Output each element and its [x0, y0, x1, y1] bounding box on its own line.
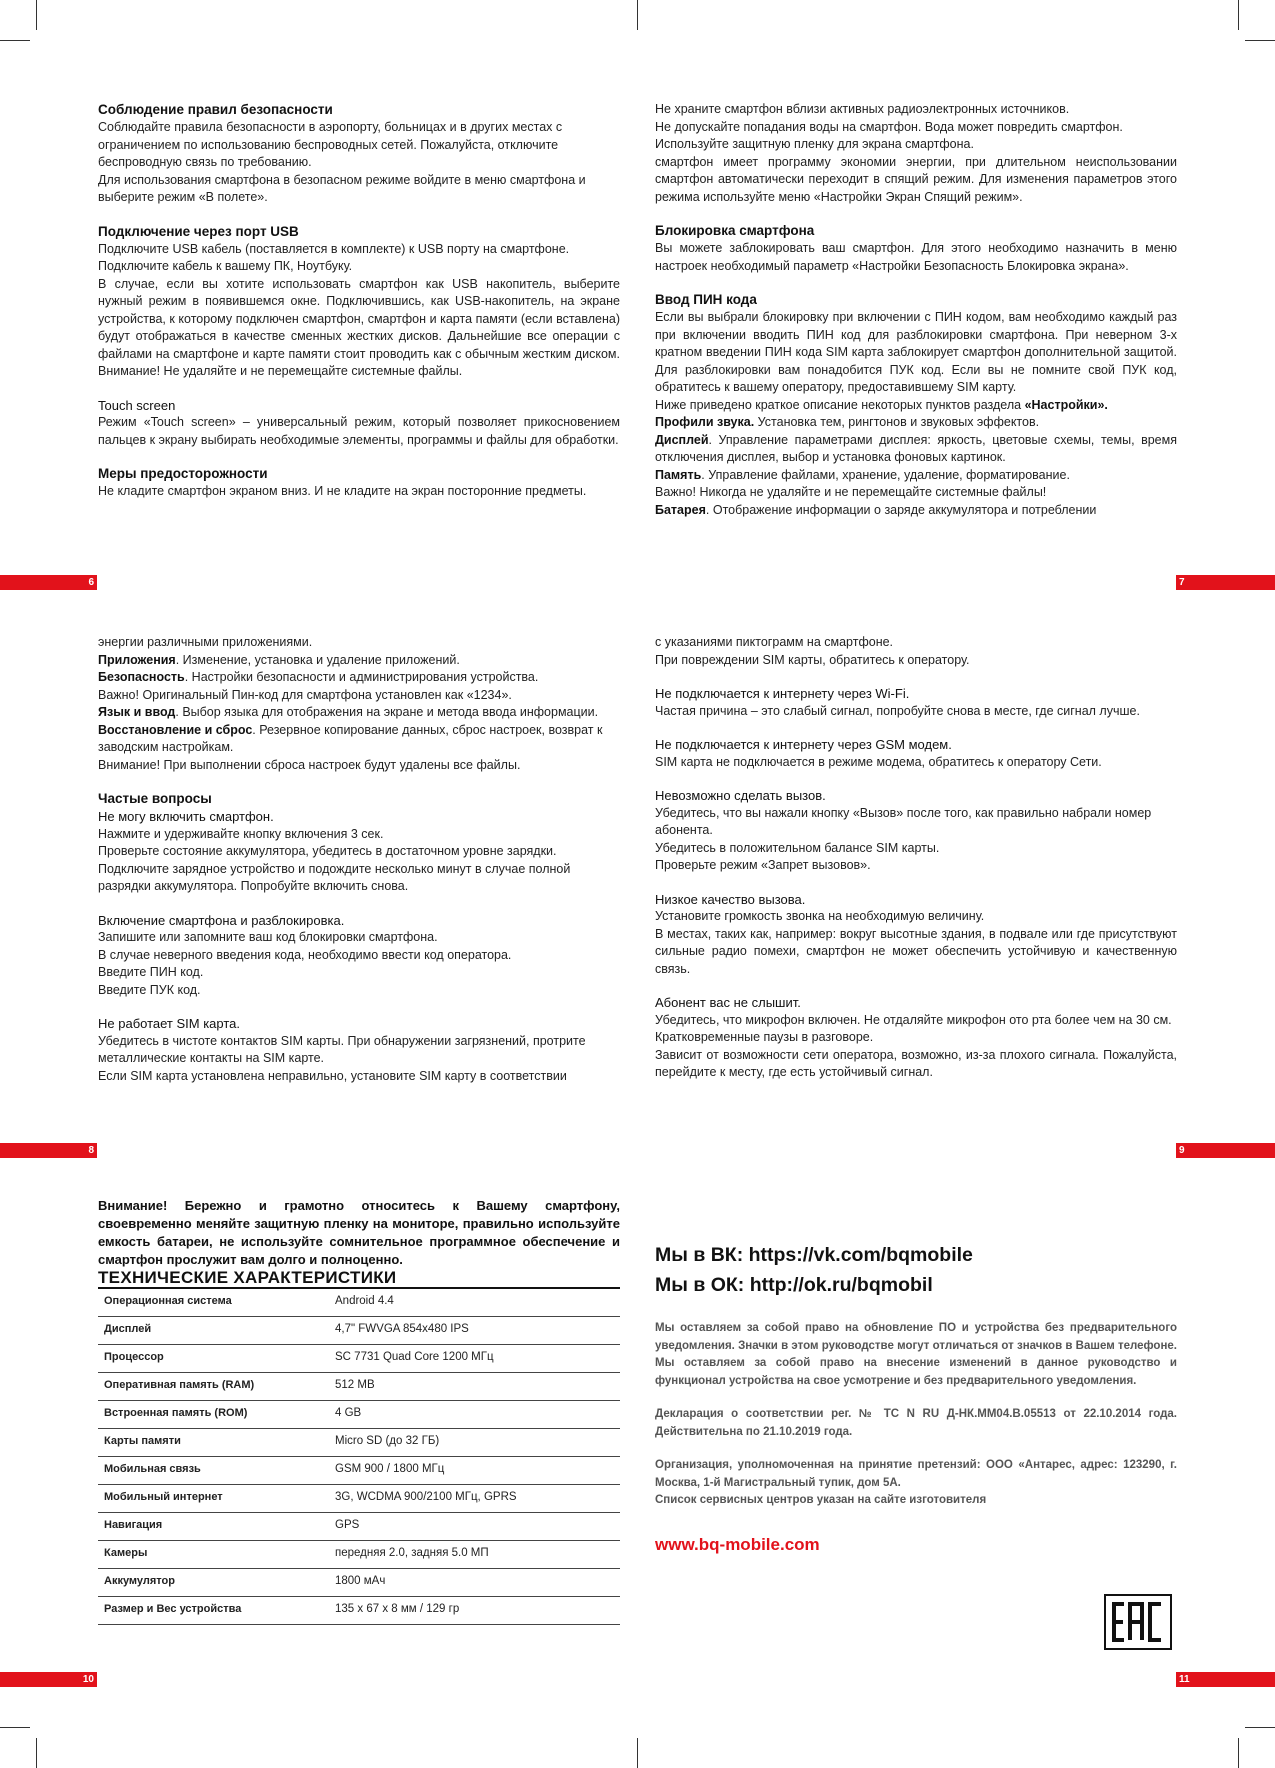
crop-mark — [637, 0, 638, 30]
page-number-bar — [0, 1143, 80, 1158]
crop-mark — [0, 1727, 30, 1728]
crop-mark — [36, 1738, 37, 1768]
crop-mark — [0, 40, 30, 41]
list-item: Важно! Оригинальный Пин-код для смартфона установлен как «1234». — [98, 687, 512, 702]
page-number: 10 — [80, 1672, 97, 1687]
page-9 — [655, 634, 1177, 1082]
page-7 — [655, 101, 1177, 519]
spec-value: Micro SD (до 32 ГБ) — [329, 1428, 620, 1456]
paragraph: Если SIM карта установлена неправильно, установите SIM карту в соответствии — [98, 1068, 567, 1083]
list-item: Важно! Никогда не удаляйте и не перемещайте системные файлы! — [655, 485, 1047, 499]
spec-key: Карты памяти — [98, 1428, 329, 1456]
spec-row — [98, 1372, 620, 1400]
question: Невозможно сделать вызов. — [655, 788, 826, 803]
spec-key: Операционная система — [98, 1288, 329, 1317]
heading: Touch screen — [98, 397, 176, 413]
list-item: Профили звука. Установка тем, рингтонов и звуковых эффектов. — [655, 415, 1040, 429]
spec-row — [98, 1456, 620, 1484]
paragraph: Если вы выбрали блокировку при включении с ПИН кодом, вам необходимо каждый раз при включении вводить ПИН код для разблокировки смартфона. При неверном 3-х кратном введении ПИН кода SIM карта заблокирует смартфон дополнительной защитой. Для разблокировки вам понадобится ПУК код. Если вы не помните свой ПУК код, обратитесь к вашему оператору, предоставившему SIM карту. — [655, 310, 1177, 394]
page-number: 6 — [80, 575, 97, 590]
disclaimer: Мы оставляем за собой право на обновление ПО и устройства без предварительного уведомления. Значки в этом руководстве могут отличаться от значков в Вашем телефоне. Мы оставляем за собой право на внесение изменений в данное руководство и функционал устройства на свое усмотрение и без предварительного уведомления. — [655, 1322, 1177, 1387]
page-number-bar — [1193, 1143, 1275, 1158]
spec-key: Аккумулятор — [98, 1568, 329, 1596]
paragraph: Запишите или запомните ваш код блокировки смартфона. — [98, 930, 438, 944]
paragraph: Не кладите смартфон экраном вниз. И не кладите на экран посторонние предметы. — [98, 484, 587, 498]
spec-value: 135 х 67 х 8 мм / 129 гр — [329, 1596, 620, 1624]
ok-link[interactable]: Мы в ОК: http://ok.ru/bqmobil — [655, 1274, 933, 1296]
paragraph: Убедитесь в положительном балансе SIM карты. — [655, 840, 940, 855]
question: Не работает SIM карта. — [98, 1016, 241, 1031]
list-item: Восстановление и сброс. Резервное копирование данных, сброс настроек, возврат к заводским настройкам. — [98, 722, 603, 754]
list-item: Приложения. Изменение, установка и удаление приложений. — [98, 652, 460, 667]
page-number-bar — [0, 1672, 80, 1687]
list-item: Батарея. Отображение информации о заряде аккумулятора и потреблении — [655, 502, 1097, 517]
spec-row — [98, 1540, 620, 1568]
paragraph: Кратковременные паузы в разговоре. — [655, 1030, 874, 1044]
paragraph: Убедитесь, что вы нажали кнопку «Вызов» после того, как правильно набрали номер абонента. — [655, 805, 1152, 837]
page-number: 11 — [1176, 1672, 1193, 1687]
paragraph: Проверьте состояние аккумулятора, убедитесь в достаточном уровне зарядки. — [98, 844, 557, 858]
page-number: 9 — [1176, 1143, 1193, 1158]
spec-key: Процессор — [98, 1344, 329, 1372]
spec-key: Мобильный интернет — [98, 1484, 329, 1512]
heading: Блокировка смартфона — [655, 223, 815, 238]
spec-row — [98, 1344, 620, 1372]
paragraph: Проверьте режим «Запрет вызовов». — [655, 858, 871, 872]
spec-row — [98, 1596, 620, 1624]
question: Не могу включить смартфон. — [98, 809, 274, 824]
paragraph: Для использования смартфона в безопасном режиме войдите в меню смартфона и выберите режим «В полете». — [98, 172, 586, 204]
question: Не подключается к интернету через Wi-Fi. — [655, 686, 910, 701]
list-item: Внимание! При выполнении сброса настроек будут удалены все файлы. — [98, 757, 521, 772]
spec-key: Размер и Вес устройства — [98, 1596, 329, 1624]
eac-logo — [1104, 1594, 1172, 1650]
question: Низкое качество вызова. — [655, 891, 806, 907]
paragraph: Не допускайте попадания воды на смартфон. Вода может повредить смартфон. — [655, 119, 1123, 134]
heading: Меры предосторожности — [98, 466, 268, 481]
paragraph: Установите громкость звонка на необходимую величину. — [655, 909, 985, 923]
declaration: Декларация о соответствии рег. № ТС N RU Д-НК.ММ04.В.05513 от 22.10.2014 года. Действительна по 21.10.2019 года. — [655, 1408, 1177, 1438]
spec-value: 4,7" FWVGA 854х480 IPS — [329, 1316, 620, 1344]
paragraph: В случае неверного введения кода, необходимо ввести код оператора. — [98, 947, 512, 962]
paragraph: В случае, если вы хотите использовать смартфон как USB накопитель, выберите нужный режим в появившемся окне. Подключившись, как USB-накопитель, на экране устройства, к которому подключен смартфон, смартфон и карта памяти (если вставлена) будут отображаться в качестве сменных жестких дисков. Дальнейшие все операции с файлами на смартфоне и карте памяти стоит проводить как с обычным жестким диском. Внимание! Не удаляйте и не перемещайте системные файлы. — [98, 276, 620, 378]
paragraph: Нажмите и удерживайте кнопку включения 3 сек. — [98, 826, 384, 841]
paragraph: Используйте защитную пленку для экрана смартфона. — [655, 137, 974, 151]
spec-value: 3G, WCDMA 900/2100 МГц, GPRS — [329, 1484, 620, 1512]
attention-note: Внимание! Бережно и грамотно относитесь к Вашему смартфону, своевременно меняйте защитную пленку на мониторе, правильно используйте емкость батареи, не используйте сомнительное программное обеспечение и смартфон прослужит вам долго и полноценно. — [98, 1198, 620, 1267]
spec-value: GPS — [329, 1512, 620, 1540]
spec-key: Дисплей — [98, 1316, 329, 1344]
crop-mark — [1238, 1738, 1239, 1768]
page-6 — [98, 101, 620, 501]
page-11 — [655, 1240, 1177, 1553]
eac-mark-icon — [1106, 1596, 1170, 1648]
paragraph: Подключите USB кабель (поставляется в комплекте) к USB порту на смартфоне. Подключите кабель к вашему ПК, Ноутбуку. — [98, 241, 570, 273]
spec-key: Мобильная связь — [98, 1456, 329, 1484]
spec-key: Камеры — [98, 1540, 329, 1568]
paragraph: В местах, таких как, например: вокруг высотные здания, в подвале или где присутствуют сильные радио помехи, смартфон не может обеспечить устойчивую и качественную связь. — [655, 926, 1177, 976]
crop-mark — [1245, 1727, 1275, 1728]
website-link[interactable]: www.bq-mobile.com — [655, 1534, 820, 1554]
paragraph: Зависит от возможности сети оператора, возможно, из-за плохого сигнала. Пожалуйста, перейдите к месту, где есть устойчивый сигнал. — [655, 1047, 1177, 1079]
paragraph: Ниже приведено краткое описание некоторых пунктов раздела «Настройки». — [655, 397, 1108, 412]
tech-specs-title: ТЕХНИЧЕСКИЕ ХАРАКТЕРИСТИКИ — [98, 1268, 397, 1287]
crop-mark — [1245, 40, 1275, 41]
spec-row — [98, 1512, 620, 1540]
spec-row — [98, 1288, 620, 1317]
page-10 — [98, 1197, 620, 1625]
paragraph: Подключите зарядное устройство и подождите несколько минут в случае полной разрядки аккумулятора. Попробуйте включить снова. — [98, 861, 571, 893]
heading: Ввод ПИН кода — [655, 292, 757, 307]
paragraph: смартфон имеет программу экономии энергии, при длительном неиспользовании смартфон автоматически переходит в спящий режим. Для изменения параметров этого режима используйте меню «Настройки Экран Спящий режим». — [655, 154, 1177, 204]
page-number-bar — [1193, 575, 1275, 590]
paragraph: Режим «Touch screen» – универсальный режим, который позволяет прикосновением пальцев к экрану выбирать необходимые элементы, программы и файлы для обработки. — [98, 415, 620, 447]
paragraph: энергии различными приложениями. — [98, 635, 313, 649]
question: Включение смартфона и разблокировка. — [98, 912, 345, 928]
crop-mark — [1238, 0, 1239, 30]
paragraph: Убедитесь в чистоте контактов SIM карты. При обнаружении загрязнений, протрите металлические контакты на SIM карте. — [98, 1033, 586, 1065]
list-item: Дисплей. Управление параметрами дисплея: яркость, цветовые схемы, темы, время отключения дисплея, выбор и установка фоновых картинок. — [655, 432, 1177, 464]
list-item: Память. Управление файлами, хранение, удаление, форматирование. — [655, 467, 1070, 482]
paragraph: Соблюдайте правила безопасности в аэропорту, больницах и в других местах с ограничением по использованию беспроводных сетей. Пожалуйста, отключите беспроводную связь по требованию. — [98, 120, 563, 169]
crop-mark — [637, 1738, 638, 1768]
spec-key: Оперативная память (RAM) — [98, 1372, 329, 1400]
page-number-bar — [1193, 1672, 1275, 1687]
paragraph: Вы можете заблокировать ваш смартфон. Для этого необходимо назначить в меню настроек необходимый параметр «Настройки Безопасность Блокировка экрана». — [655, 241, 1177, 273]
page-8 — [98, 634, 620, 1085]
paragraph: Частая причина – это слабый сигнал, попробуйте снова в месте, где сигнал лучше. — [655, 703, 1140, 718]
organization: Организация, уполномоченная на принятие претензий: ООО «Антарес, адрес: 123290, г. Москва, 1-й Магистральный тупик, дом 5А. — [655, 1459, 1177, 1489]
service-centers: Список сервисных центров указан на сайте изготовителя — [655, 1494, 987, 1506]
spec-row — [98, 1428, 620, 1456]
spec-row — [98, 1400, 620, 1428]
spec-value: 512 MB — [329, 1372, 620, 1400]
paragraph: Введите ПУК код. — [98, 982, 201, 997]
spec-value: SC 7731 Quad Core 1200 МГц — [329, 1344, 620, 1372]
heading: Частые вопросы — [98, 791, 212, 806]
paragraph: Не храните смартфон вблизи активных радиоэлектронных источников. — [655, 102, 1070, 116]
question: Абонент вас не слышит. — [655, 995, 801, 1010]
spec-table — [98, 1287, 620, 1625]
spec-value: передняя 2.0, задняя 5.0 МП — [329, 1540, 620, 1568]
spec-value: GSM 900 / 1800 МГц — [329, 1456, 620, 1484]
paragraph: При повреждении SIM карты, обратитесь к оператору. — [655, 652, 970, 667]
heading: Подключение через порт USB — [98, 223, 299, 239]
crop-mark — [36, 0, 37, 30]
spec-value: 1800 мАч — [329, 1568, 620, 1596]
spec-key: Встроенная память (ROM) — [98, 1400, 329, 1428]
paragraph: Введите ПИН код. — [98, 965, 204, 979]
question: Не подключается к интернету через GSM модем. — [655, 737, 952, 752]
spec-row — [98, 1568, 620, 1596]
list-item: Безопасность. Настройки безопасности и администрирования устройства. — [98, 670, 539, 684]
page-number: 7 — [1176, 575, 1193, 590]
list-item: Язык и ввод. Выбор языка для отображения на экране и метода ввода информации. — [98, 705, 599, 719]
spec-row — [98, 1316, 620, 1344]
heading: Соблюдение правил безопасности — [98, 102, 333, 117]
spec-value: Android 4.4 — [329, 1288, 620, 1317]
page-number-bar — [0, 575, 80, 590]
spec-row — [98, 1484, 620, 1512]
vk-link[interactable]: Мы в ВК: https://vk.com/bqmobile — [655, 1244, 973, 1266]
page-number: 8 — [80, 1143, 97, 1158]
spec-value: 4 GB — [329, 1400, 620, 1428]
paragraph: Убедитесь, что микрофон включен. Не отдаляйте микрофон ото рта более чем на 30 см. — [655, 1012, 1172, 1027]
spec-key: Навигация — [98, 1512, 329, 1540]
paragraph: SIM карта не подключается в режиме модема, обратитесь к оператору Сети. — [655, 754, 1102, 769]
paragraph: с указаниями пиктограмм на смартфоне. — [655, 635, 894, 649]
